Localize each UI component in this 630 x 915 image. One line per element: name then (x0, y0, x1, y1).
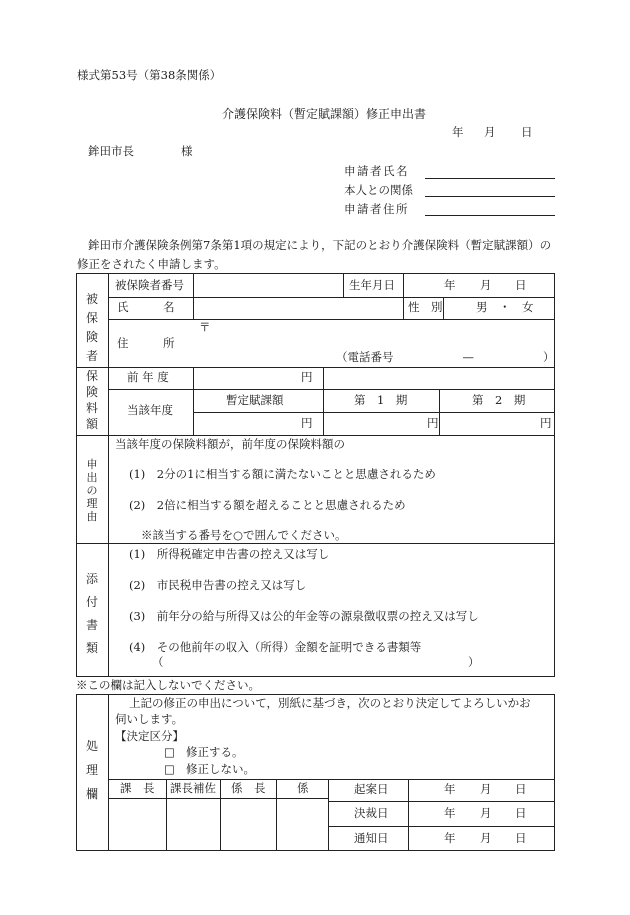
insured-number-label: 被保険者番号 (115, 278, 184, 292)
checkbox-modify[interactable]: □ (164, 745, 175, 759)
applicant-relation-label: 本人との関係 (344, 183, 413, 197)
prev-year-yen: 円 (301, 370, 313, 384)
role-staff: 係 (297, 781, 309, 795)
draft-month: 月 (480, 782, 492, 796)
period-1-label: 第 1 期 (354, 393, 408, 407)
name-label: 氏 名 (117, 300, 175, 314)
addressee: 鉾田市長 (88, 144, 134, 158)
attachment-item-3: (3) 前年分の給与所得又は公的年金等の源泉徴収票の控え又は写し (129, 609, 479, 623)
applicant-name-line[interactable] (425, 178, 555, 179)
attachment-item-2: (2) 市民税申告書の控え又は写し (129, 578, 307, 592)
approval-date-label: 決裁日 (354, 806, 389, 820)
period-2-label: 第 2 期 (472, 393, 526, 407)
attachment-item-1: (1) 所得税確定申告書の控え又は写し (129, 547, 330, 561)
insured-section-label: 被 保 険 者 (85, 292, 98, 363)
approval-day: 日 (515, 806, 527, 820)
attachment-item-4: (4) その他前年の収入（所得）金額を証明できる書類等 (129, 640, 422, 654)
date-day: 日 (521, 125, 533, 139)
current-year-label: 当該年度 (127, 403, 173, 417)
approval-month: 月 (480, 806, 492, 820)
option-no-modify: 修正しない。 (186, 762, 255, 776)
option-modify: 修正する。 (186, 745, 244, 759)
applicant-relation-line[interactable] (425, 196, 555, 197)
postal-mark: 〒 (199, 320, 211, 334)
provisional-yen: 円 (301, 416, 313, 430)
notice-date-label: 通知日 (354, 831, 389, 845)
intro-line-2: 修正をされたく申請します。 (77, 257, 226, 271)
form-number: 様式第53号（第38条関係） (77, 68, 222, 82)
sex-label: 性 別 (408, 300, 443, 314)
period-2-yen: 円 (540, 416, 552, 430)
attachments-section-label: 添 付 書 類 (85, 572, 98, 655)
notice-month: 月 (480, 831, 492, 845)
role-section-chief: 課 長 (120, 781, 155, 795)
processing-text-1: 上記の修正の申出について，別紙に基づき，次のとおり決定してよろしいかお (129, 696, 531, 710)
address-label: 住 所 (117, 336, 175, 350)
prev-year-label: 前 年 度 (127, 370, 169, 384)
birth-date-label: 生年月日 (349, 278, 395, 292)
applicant-address-label: 申請者住所 (344, 202, 409, 216)
draft-date-label: 起案日 (354, 782, 389, 796)
office-use-note: ※この欄は記入しないでください。 (76, 678, 260, 692)
applicant-address-line[interactable] (425, 215, 555, 216)
notice-year: 年 (444, 831, 456, 845)
role-subsection-chief: 係 長 (231, 781, 266, 795)
reason-section-label: 申 出 の 理 由 (86, 458, 98, 523)
attachment-paren-close: ） (468, 655, 480, 669)
processing-text-2: 伺いします。 (115, 712, 184, 726)
honorific: 様 (181, 144, 193, 158)
reason-option-1[interactable]: (1) 2分の1に相当する額に満たないことと思慮されるため (129, 467, 436, 481)
reason-note: ※該当する番号を○で囲んでください。 (141, 528, 347, 542)
page-title: 介護保険料（暫定賦課額）修正申出書 (222, 107, 427, 121)
birth-day: 日 (515, 278, 527, 292)
provisional-label: 暫定賦課額 (226, 393, 284, 407)
date-year: 年 (452, 125, 464, 139)
decision-label: 【決定区分】 (115, 729, 184, 743)
phone-number[interactable]: （電話番号 — ） (336, 350, 555, 364)
period-1-yen: 円 (427, 416, 439, 430)
sex-options[interactable]: 男 ・ 女 (476, 300, 534, 314)
applicant-name-label: 申請者氏名 (344, 164, 409, 178)
approval-year: 年 (444, 806, 456, 820)
processing-section-label: 処 理 欄 (85, 739, 98, 801)
birth-year: 年 (444, 278, 456, 292)
role-deputy-chief: 課長補佐 (170, 781, 216, 795)
birth-month: 月 (480, 278, 492, 292)
intro-line-1: 鉾田市介護保険条例第7条第1項の規定により，下記のとおり介護保険料（暫定賦課額）の (88, 238, 552, 252)
attachment-paren-open: （ (152, 655, 164, 669)
draft-day: 日 (515, 782, 527, 796)
notice-day: 日 (515, 831, 527, 845)
date-month: 月 (484, 125, 496, 139)
premium-section-label: 保 険 料 額 (85, 369, 98, 431)
checkbox-no-modify[interactable]: □ (164, 762, 175, 776)
reason-intro: 当該年度の保険料額が，前年度の保険料額の (115, 437, 345, 451)
draft-year: 年 (444, 782, 456, 796)
reason-option-2[interactable]: (2) 2倍に相当する額を超えることと思慮されるため (129, 498, 406, 512)
